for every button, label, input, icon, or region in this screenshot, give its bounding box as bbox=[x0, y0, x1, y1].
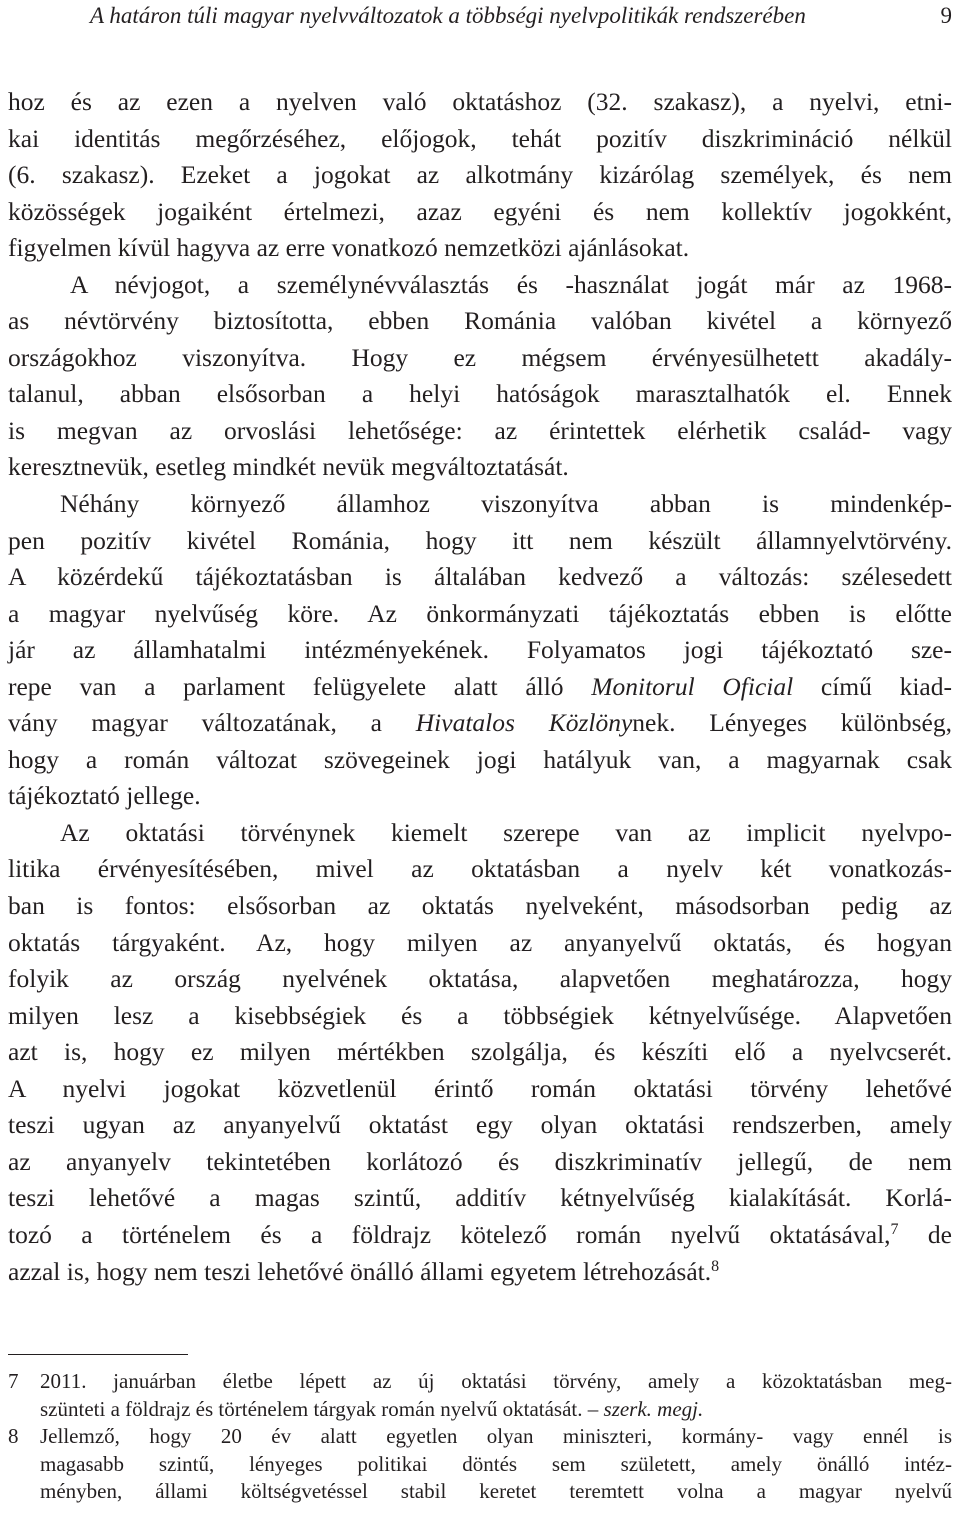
body-text bbox=[8, 84, 952, 1290]
text-line: ban is fontos: elsősorban az oktatás nyelveként, másodsorban pedig az bbox=[8, 891, 952, 921]
footnote-8 bbox=[8, 1423, 952, 1506]
text-line: országokhoz viszonyítva. Hogy ez mégsem érvényesülhetett akadály- bbox=[8, 342, 952, 372]
footnote-ref-7[interactable]: 7 bbox=[890, 1220, 899, 1238]
text-line: oktatás tárgyaként. Az, hogy milyen az anyanyelvű oktatás, és hogyan bbox=[8, 927, 952, 957]
text-line: hoz és az ezen a nyelven való oktatáshoz (32. szakasz), a nyelvi, etni- bbox=[8, 87, 952, 116]
footnote-line bbox=[40, 1396, 952, 1424]
footnote-line: magasabb szintű, lényeges politikai döntés sem született, amely önálló intéz- bbox=[40, 1451, 952, 1476]
text-segment: vány magyar változatának, a bbox=[8, 708, 416, 738]
text-line: kai identitás megőrzéséhez, előjogok, tehát pozitív diszkrimináció nélkül bbox=[8, 123, 952, 153]
text-line: A közérdekű tájékoztatásban is általában kedvező a változás: szélesedett bbox=[8, 562, 952, 592]
text-segment: repe van a parlament felügyelete alatt álló bbox=[8, 671, 592, 701]
text-line: jár az államhatalmi intézményekének. Folyamatos jogi tájékoztató sze- bbox=[8, 635, 952, 665]
text-line: a magyar nyelvűség köre. Az önkormányzati tájékoztatás ebben is előtte bbox=[8, 598, 952, 628]
footnote-line: Jellemző, hogy 20 év alatt egyetlen olyan miniszteri, kormány- vagy ennél is bbox=[40, 1424, 952, 1448]
text-line bbox=[8, 1217, 952, 1254]
text-segment: szünteti a földrajz és történelem tárgyak román nyelvű oktatását. – bbox=[40, 1396, 604, 1421]
text-line: litika érvényesítésében, mivel az oktatásban a nyelv két vonatkozás- bbox=[8, 854, 952, 884]
italic-title: Monitorul Oficial bbox=[591, 671, 794, 701]
text-line: (6. szakasz). Ezeket a jogokat az alkotmány kizárólag személyek, és nem bbox=[8, 160, 952, 190]
page-number: 9 bbox=[940, 3, 952, 28]
text-line: teszi ugyan az anyanyelvű oktatást egy olyan oktatási rendszerben, amely bbox=[8, 1110, 952, 1140]
footnote-divider bbox=[8, 1354, 188, 1355]
text-segment: című kiad- bbox=[793, 671, 952, 701]
running-header bbox=[90, 2, 952, 30]
text-line: as névtörvény biztosította, ebben Románia valóban kivétel a környező bbox=[8, 306, 952, 336]
text-line: teszi lehetővé a magas szintű, additív kétnyelvűség kialakítását. Korlá- bbox=[8, 1183, 952, 1213]
text-line bbox=[8, 669, 952, 706]
footnote-line: ményben, állami költségvetéssel stabil keretet teremtett volna a magyar nyelvű bbox=[40, 1479, 952, 1503]
text-line: keresztnevük, esetleg mindkét nevük megváltoztatását. bbox=[8, 452, 569, 482]
text-line: tájékoztató jellege. bbox=[8, 781, 201, 811]
text-line: figyelmen kívül hagyva az erre vonatkozó nemzetközi ajánlásokat. bbox=[8, 233, 690, 263]
text-line: is megvan az orvoslási lehetősége: az érintettek elérhetik család- vagy bbox=[8, 415, 952, 445]
footnote-line: 2011. januárban életbe lépett az új oktatási törvény, amely a közoktatásban meg- bbox=[40, 1369, 952, 1393]
text-line bbox=[8, 1254, 952, 1291]
editor-note: szerk. megj. bbox=[603, 1396, 704, 1421]
footnote-number: 7 bbox=[8, 1369, 19, 1393]
text-line: milyen lesz a kisebbségiek és a többségiek kétnyelvűsége. Alapvetően bbox=[8, 1000, 952, 1030]
text-segment: azzal is, hogy nem teszi lehetővé önálló állami egyetem létrehozását. bbox=[8, 1256, 712, 1286]
text-segment: nek. Lényeges különbség, bbox=[632, 708, 952, 738]
footnote-ref-8[interactable]: 8 bbox=[711, 1257, 720, 1275]
text-line: az anyanyelv tekintetében korlátozó és diszkriminatív jellegű, de nem bbox=[8, 1146, 952, 1176]
text-line: Az oktatási törvénynek kiemelt szerepe van az implicit nyelvpo- bbox=[60, 817, 952, 847]
text-line: A nyelvi jogokat közvetlenül érintő román oktatási törvény lehetővé bbox=[8, 1073, 952, 1103]
text-line bbox=[8, 705, 952, 742]
text-segment: de bbox=[898, 1219, 952, 1249]
running-title: A határon túli magyar nyelvváltozatok a többségi nyelvpolitikák rendszerében bbox=[90, 3, 806, 28]
italic-title: Hivatalos Közlöny bbox=[415, 708, 633, 738]
book-page bbox=[8, 0, 952, 1535]
text-line: folyik az ország nyelvének oktatása, alapvetően meghatározza, hogy bbox=[8, 964, 952, 994]
footnote-7 bbox=[8, 1368, 952, 1423]
text-line: Néhány környező államhoz viszonyítva abban is mindenkép- bbox=[60, 489, 952, 519]
text-line: talanul, abban elsősorban a helyi hatóságok marasztalhatók el. Ennek bbox=[8, 379, 952, 409]
footnote-number: 8 bbox=[8, 1424, 19, 1448]
text-line: A névjogot, a személynévválasztás és -használat jogát már az 1968- bbox=[70, 269, 952, 299]
text-line: azt is, hogy ez milyen mértékben szolgálja, és készíti elő a nyelvcserét. bbox=[8, 1037, 952, 1067]
text-line: közösségek jogaiként értelmezi, azaz egyéni és nem kollektív jogokként, bbox=[8, 196, 952, 226]
text-line: hogy a román változat szövegeinek jogi hatályuk van, a magyarnak csak bbox=[8, 744, 952, 774]
text-segment: tozó a történelem és a földrajz kötelező román nyelvű oktatásával, bbox=[8, 1219, 891, 1249]
text-line: pen pozitív kivétel Románia, hogy itt nem készült államnyelvtörvény. bbox=[8, 525, 952, 555]
footnotes bbox=[8, 1368, 952, 1506]
